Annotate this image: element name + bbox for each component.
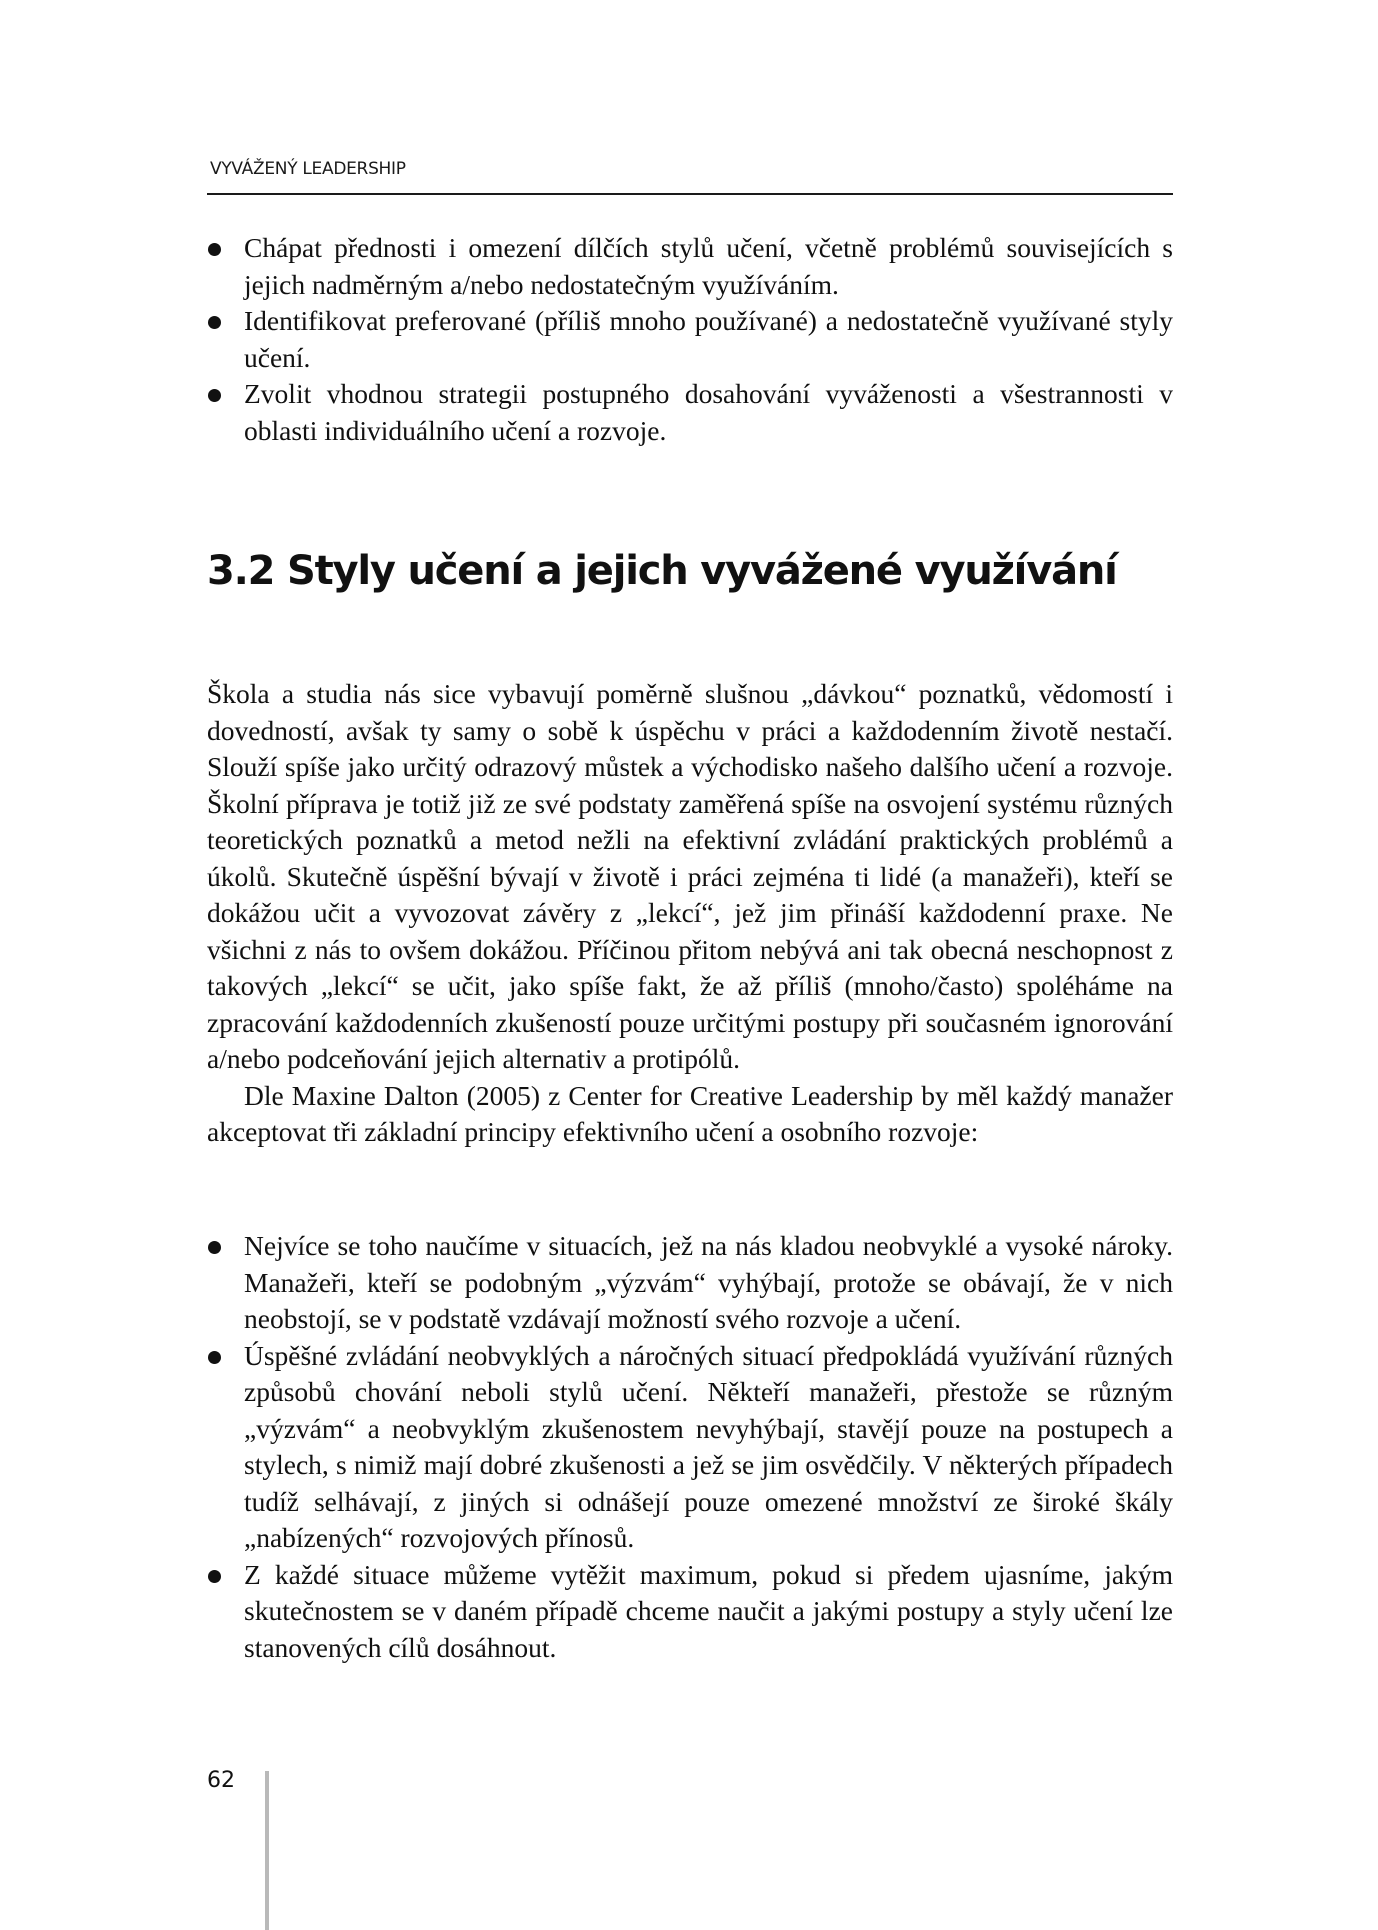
list-item	[207, 1338, 1173, 1557]
list-item	[207, 1557, 1173, 1667]
list-item-text: Identifikovat preferované (příliš mnoho používané) a nedostatečně využívané styly učení.	[244, 305, 1173, 373]
bullet-icon	[208, 1241, 221, 1254]
paragraph: Dle Maxine Dalton (2005) z Center for Creative Leadership by měl každý manažer akceptovat tři základní principy efektivního učení a osobního rozvoje:	[207, 1079, 1173, 1147]
list-item	[207, 376, 1173, 449]
list-item-text: Nejvíce se toho naučíme v situacích, jež na nás kladou neobvyklé a vysoké nároky. Manažeři, kteří se podobným „výzvám“ vyhýbají, protože se obávají, že v nich neobstojí, se v podstatě vzdávají možností svého rozvoje a učení.	[244, 1230, 1173, 1334]
bullet-icon	[208, 1351, 221, 1364]
bullet-icon	[208, 1570, 221, 1583]
paragraph: Škola a studia nás sice vybavují poměrně slušnou „dávkou“ poznatků, vědomostí i dovedností, avšak ty samy o sobě k úspěchu v práci a každodenním životě nestačí. Slouží spíše jako určitý odrazový můstek a východisko našeho dalšího učení a rozvoje. Školní příprava je totiž již ze své podstaty zaměřená spíše na osvojení systému různých teoretických poznatků a metod nežli na efektivní zvládání praktických problémů a úkolů. Skutečně úspěšní bývají v životě i práci zejména ti lidé (a manažeři), kteří se dokážou učit a vyvozovat závěry z „lekcí“, jež jim přináší každodenní praxe. Ne všichni z nás to ovšem dokážou. Příčinou přitom nebývá ani tak obecná neschopnost z takových „lekcí“ se učit, jako spíše fakt, že až příliš (mnoho/často) spoléháme na zpracování každodenních zkušeností pouze určitými postupy při současném ignorování a/nebo podceňování jejich alternativ a protipólů.	[207, 678, 1173, 1074]
list-item	[207, 230, 1173, 303]
section-body	[207, 676, 1173, 1151]
list-item-text: Zvolit vhodnou strategii postupného dosahování vyváženosti a všestrannosti v oblasti individuálního učení a rozvoje.	[244, 378, 1173, 446]
list-item	[207, 1228, 1173, 1338]
list-item-text: Úspěšné zvládání neobvyklých a náročných situací předpokládá využívání různých způsobů chování neboli stylů učení. Někteří manažeři, přestože se různým „výzvám“ a neobvyklým zkušenostem nevyhýbají, stavějí pouze na postupech a stylech, s nimiž mají dobré zkušenosti a jež se jim osvědčily. V některých případech tudíž selhávají, z jiných si odnášejí pouze omezené množství ze široké škály „nabízených“ rozvojových přínosů.	[244, 1339, 1173, 1553]
list-item-text: Z každé situace můžeme vytěžit maximum, pokud si předem ujasníme, jakým skutečnostem se v daném případě chceme naučit a jakými postupy a styly učení lze stanovených cílů dosáhnout.	[244, 1558, 1173, 1663]
footer-vertical-rule	[265, 1771, 269, 1930]
principles-bullet-list	[207, 1228, 1173, 1666]
list-item	[207, 303, 1173, 376]
running-header: VYVÁŽENÝ LEADERSHIP	[210, 159, 406, 179]
header-rule	[207, 193, 1173, 195]
bullet-icon	[208, 316, 221, 329]
bullet-icon	[208, 389, 221, 402]
page-number: 62	[207, 1768, 235, 1793]
bullet-icon	[208, 243, 221, 256]
list-item-text: Chápat přednosti i omezení dílčích stylů učení, včetně problémů souvisejících s jejich nadměrným a/nebo nedostatečným využíváním.	[244, 232, 1173, 300]
intro-bullet-list	[207, 230, 1173, 449]
section-heading: 3.2 Styly učení a jejich vyvážené využívání	[207, 548, 1117, 594]
